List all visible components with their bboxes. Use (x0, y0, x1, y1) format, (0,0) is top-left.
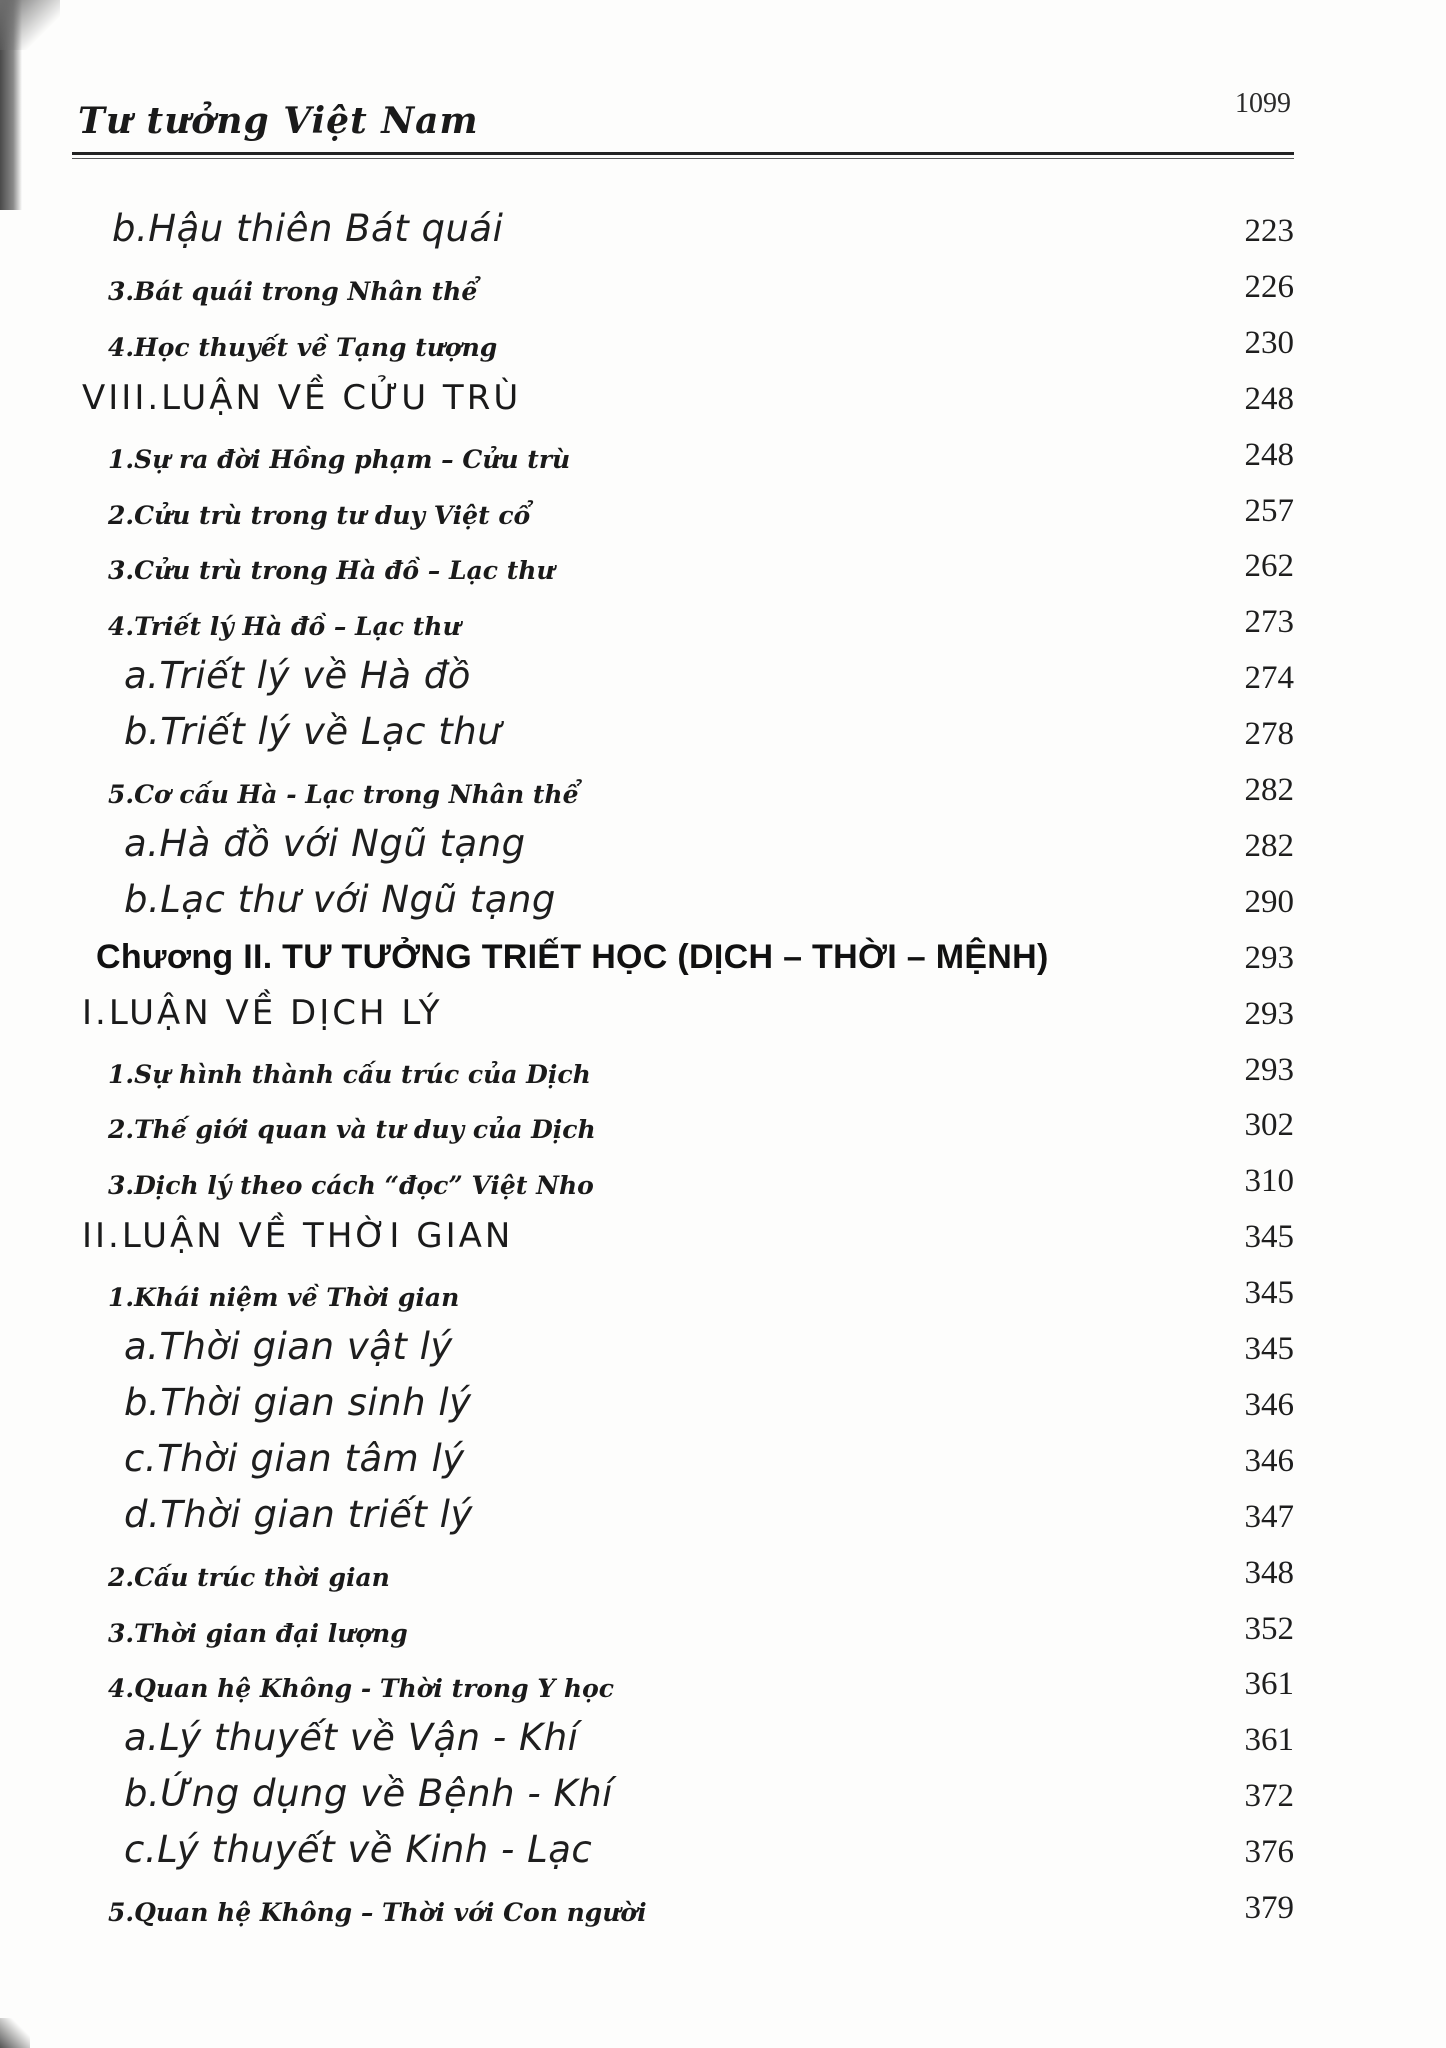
toc-entry (0, 1094, 1446, 1150)
toc-entry (0, 1262, 1446, 1318)
toc-entry (0, 256, 1446, 312)
toc-entry-title: d.Thời gian triết lý (124, 1492, 473, 1536)
toc-entry-page: 257 (1244, 492, 1294, 529)
toc-entry-title: a.Hà đồ với Ngũ tạng (124, 821, 526, 865)
toc-entry-page: 230 (1244, 324, 1294, 361)
toc-entry-page: 274 (1244, 660, 1294, 697)
toc-entry-page: 293 (1244, 939, 1294, 976)
toc-entry-title: b.Hậu thiên Bát quái (112, 207, 504, 250)
toc-entry-page: 345 (1244, 1331, 1294, 1367)
toc-entry-page: 345 (1244, 1219, 1294, 1256)
toc-entry (0, 1206, 1446, 1262)
toc-entry-title: 5.Cơ cấu Hà - Lạc trong Nhân thể (108, 780, 579, 809)
toc-entry-title: 1.Sự ra đời Hồng phạm – Cửu trù (108, 444, 571, 474)
toc-entry (0, 1821, 1446, 1877)
toc-entry-title: 3.Bát quái trong Nhân thể (108, 276, 478, 306)
toc-entry (0, 1039, 1446, 1095)
toc-entry-page: 310 (1244, 1163, 1294, 1200)
header-rule-thin (72, 158, 1294, 159)
toc-entry-title: b.Lạc thư với Ngũ tạng (124, 877, 556, 921)
toc-entry (0, 480, 1446, 536)
toc-entry-title: b.Triết lý về Lạc thư (124, 710, 502, 754)
toc-entry-title: 3.Cửu trù trong Hà đồ – Lạc thư (108, 556, 555, 586)
toc-entry-page: 352 (1244, 1610, 1294, 1647)
toc-entry-page: 248 (1244, 436, 1294, 473)
toc-entry-title: c.Lý thuyết về Kinh - Lạc (124, 1828, 593, 1872)
toc-entry-page: 282 (1244, 772, 1294, 808)
toc-entry (0, 647, 1446, 703)
toc-entry (0, 1877, 1446, 1933)
toc-entry (0, 1653, 1446, 1709)
page-corner-shadow (0, 0, 60, 50)
toc-entry (0, 1542, 1446, 1598)
toc-entry-title: 2.Cấu trúc thời gian (108, 1562, 390, 1592)
toc-entry-title: 3.Dịch lý theo cách “đọc” Việt Nho (108, 1171, 594, 1201)
toc-entry-title: I.LUẬN VỀ DỊCH LÝ (82, 992, 443, 1033)
toc-entry-page: 346 (1244, 1442, 1294, 1479)
toc-entry-title: 4.Triết lý Hà đồ – Lạc thư (108, 612, 461, 642)
toc-entry-page: 273 (1244, 604, 1294, 641)
toc-entry (0, 759, 1446, 815)
toc-entry-page: 346 (1244, 1386, 1294, 1423)
toc-entry-page: 262 (1244, 548, 1294, 585)
toc-entry-page: 372 (1244, 1778, 1294, 1815)
toc-entry-page: 347 (1244, 1498, 1294, 1535)
toc-entry (0, 1430, 1446, 1486)
toc-entry (0, 1374, 1446, 1430)
page-corner-shadow-bottom (0, 2018, 30, 2048)
toc-entry-page: 376 (1244, 1834, 1294, 1871)
toc-entry-page: 223 (1244, 213, 1294, 249)
toc-entry (0, 200, 1446, 256)
toc-entry (0, 1709, 1446, 1765)
page-number: 1099 (1235, 88, 1291, 119)
toc-entry-page: 248 (1244, 380, 1294, 417)
toc-entry-page: 290 (1244, 883, 1294, 920)
toc-entry-page: 361 (1244, 1666, 1294, 1703)
toc-entry-title: 2.Cửu trù trong tư duy Việt cổ (108, 500, 531, 530)
toc-entry-title: 4.Học thuyết về Tạng tượng (108, 332, 498, 362)
toc-entry (0, 424, 1446, 480)
toc-entry-title: b.Ứng dụng về Bệnh - Khí (124, 1772, 613, 1816)
toc-entry (0, 1765, 1446, 1821)
toc-entry (0, 703, 1446, 759)
header-rule (72, 152, 1294, 155)
toc-entry (0, 1150, 1446, 1206)
toc-entry-page: 302 (1244, 1107, 1294, 1144)
toc-entry-page: 293 (1244, 995, 1294, 1032)
toc-entry-title: b.Thời gian sinh lý (124, 1380, 472, 1424)
toc-entry (0, 1486, 1446, 1542)
toc-entry-page: 348 (1244, 1554, 1294, 1591)
toc-entry-page: 293 (1244, 1051, 1294, 1088)
toc-entry-title: VIII.LUẬN VỀ CỬU TRÙ (82, 377, 522, 418)
toc-entry (0, 535, 1446, 591)
running-header-title: Tư tưởng Việt Nam (78, 100, 479, 142)
toc-entry-title: Chương II. TƯ TƯỞNG TRIẾT HỌC (DỊCH – THỜI – MỆNH) (96, 937, 1049, 976)
toc-entry-title: 1.Sự hình thành cấu trúc của Dịch (108, 1059, 591, 1089)
toc-entry-page: 379 (1244, 1890, 1294, 1926)
toc-entry-title: 2.Thế giới quan và tư duy của Dịch (108, 1115, 596, 1145)
toc-entry-title: c.Thời gian tâm lý (124, 1436, 465, 1480)
toc-entry (0, 983, 1446, 1039)
toc-entry-title: a.Thời gian vật lý (124, 1325, 453, 1368)
toc-entry-title: 4.Quan hệ Không - Thời trong Y học (108, 1674, 614, 1704)
toc-entry (0, 1318, 1446, 1374)
toc-entry (0, 927, 1446, 983)
toc-entry-page: 345 (1244, 1275, 1294, 1312)
toc-entry (0, 1598, 1446, 1654)
toc-entry-title: a.Lý thuyết về Vận - Khí (124, 1716, 579, 1760)
toc-entry-page: 278 (1244, 716, 1294, 753)
toc-entry-title: 3.Thời gian đại lượng (108, 1618, 408, 1648)
toc-entry (0, 591, 1446, 647)
toc-entry (0, 815, 1446, 871)
toc-entry-page: 282 (1244, 827, 1294, 864)
toc-entry-title: a.Triết lý về Hà đồ (124, 654, 471, 698)
toc-entry-title: 1.Khái niệm về Thời gian (108, 1283, 460, 1313)
toc-entry-page: 226 (1244, 268, 1294, 305)
toc-entry (0, 871, 1446, 927)
toc-entry-title: 5.Quan hệ Không – Thời với Con người (108, 1898, 647, 1927)
toc-entry (0, 312, 1446, 368)
toc-entry-page: 361 (1244, 1722, 1294, 1759)
toc-entry (0, 368, 1446, 424)
toc-entry-title: II.LUẬN VỀ THỜI GIAN (82, 1216, 514, 1257)
